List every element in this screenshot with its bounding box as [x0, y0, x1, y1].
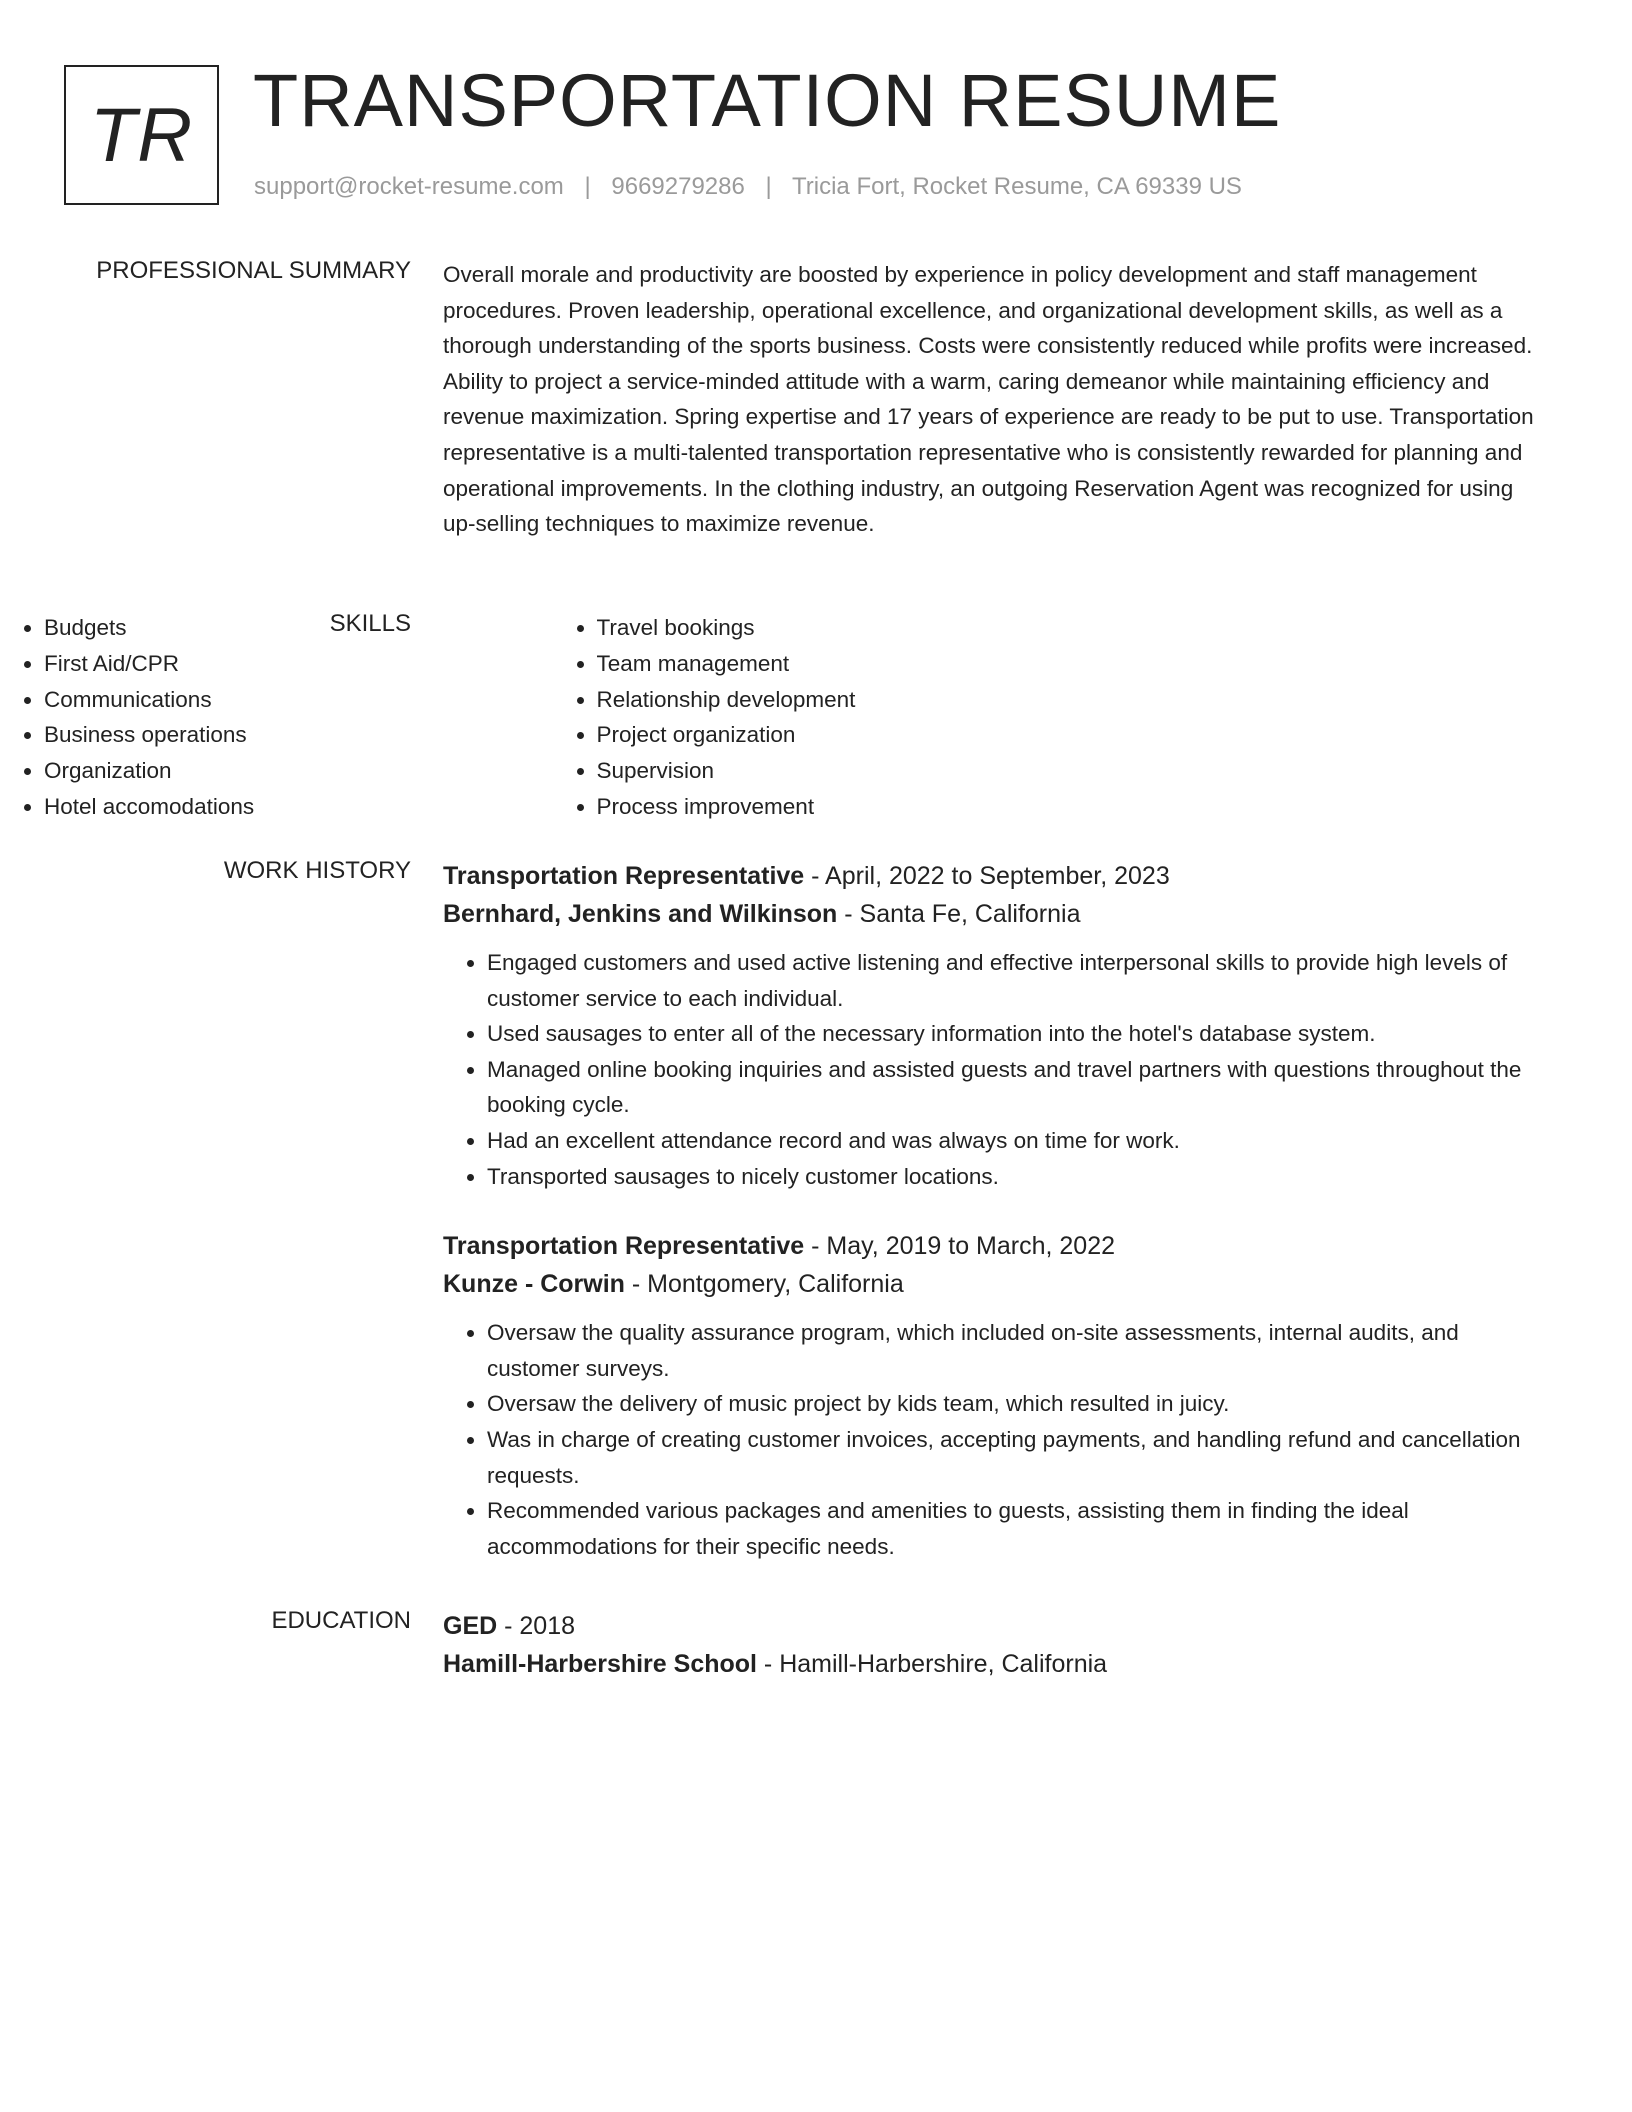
- skill-item: • Budgets: [44, 610, 553, 646]
- monogram-badge: TR: [64, 65, 219, 205]
- job-dates: - May, 2019 to March, 2022: [804, 1232, 1116, 1261]
- education-year: - 2018: [497, 1612, 576, 1640]
- contact-email: support@rocket-resume.com: [254, 173, 564, 200]
- job-company-line: [443, 1265, 1548, 1303]
- job-title-line: [443, 1227, 1548, 1265]
- job-title: Transportation Representative: [443, 1232, 805, 1261]
- section-label-education: EDUCATION: [271, 1607, 411, 1634]
- job-bullet: • Oversaw the quality assurance program, which included on-site assessments, internal audits, and customer surveys.: [487, 1315, 1548, 1386]
- skill-item: • Project organization: [597, 717, 1106, 753]
- job-bullet: • Used sausages to enter all of the necessary information into the hotel's database system.: [487, 1016, 1548, 1052]
- section-label-summary: PROFESSIONAL SUMMARY: [96, 257, 411, 284]
- job-company: Bernhard, Jenkins and Wilkinson: [443, 900, 838, 928]
- education-school: Hamill-Harbershire School: [443, 1650, 757, 1678]
- job-dates: - April, 2022 to September, 2023: [804, 862, 1170, 890]
- education-location: - Hamill-Harbershire, California: [756, 1650, 1108, 1678]
- education-degree: GED: [443, 1612, 498, 1640]
- job-bullet: • Recommended various packages and amenities to guests, assisting them in finding the ideal accommodations for their specific needs.: [487, 1493, 1548, 1564]
- skills-list-right: [553, 610, 1106, 825]
- skill-item: • Process improvement: [597, 789, 1106, 825]
- education-body: [443, 1607, 1548, 1683]
- resume-title: TRANSPORTATION RESUME: [253, 59, 1282, 142]
- skill-item: • Hotel accomodations: [44, 789, 553, 825]
- skill-item: • Travel bookings: [597, 610, 1106, 646]
- job-location: - Montgomery, California: [624, 1270, 904, 1299]
- job-bullet: • Transported sausages to nicely customer locations.: [487, 1159, 1548, 1195]
- job-bullet: • Managed online booking inquiries and assisted guests and travel partners with questions throughout the booking cycle.: [487, 1052, 1548, 1123]
- job-bullet: • Engaged customers and used active listening and effective interpersonal skills to provide high levels of customer service to each individual.: [487, 945, 1548, 1016]
- job-company-line: [443, 895, 1548, 933]
- contact-phone: 9669279286: [611, 173, 745, 200]
- contact-line: [254, 173, 1242, 201]
- job-location: - Santa Fe, California: [837, 900, 1081, 928]
- skills-body: [0, 610, 1105, 825]
- skill-item: • Organization: [44, 753, 553, 789]
- job-bullet: • Was in charge of creating customer invoices, accepting payments, and handling refund and cancellation requests.: [487, 1422, 1548, 1493]
- skill-item: • Communications: [44, 682, 553, 718]
- job-bullets: [443, 945, 1548, 1194]
- contact-separator: |: [584, 173, 591, 200]
- work-body: [443, 857, 1548, 1564]
- skills-columns: [0, 610, 1105, 825]
- skill-item: • Business operations: [44, 717, 553, 753]
- job-bullets: [443, 1315, 1548, 1564]
- education-school-line: [443, 1645, 1548, 1683]
- job-entry: [443, 857, 1548, 1194]
- job-entry: [443, 1227, 1548, 1564]
- contact-address: Tricia Fort, Rocket Resume, CA 69339 US: [792, 173, 1242, 200]
- job-bullet: • Had an excellent attendance record and was always on time for work.: [487, 1123, 1548, 1159]
- job-title-line: [443, 857, 1548, 895]
- resume-header: [64, 59, 1564, 210]
- contact-separator: |: [765, 173, 772, 200]
- skill-item: • First Aid/CPR: [44, 646, 553, 682]
- summary-text: Overall morale and productivity are boosted by experience in policy development and staff management procedures. Proven leadership, operational excellence, and organizational development skills, as well as a thorough understanding of the sports business. Costs were consistently reduced while profits were increased. Ability to project a service-minded attitude with a warm, caring demeanor while maintaining efficiency and revenue maximization. Spring expertise and 17 years of experience are ready to be put to use. Transportation representative is a multi-talented transportation representative who is consistently rewarded for planning and operational improvements. In the clothing industry, an outgoing Reservation Agent was recognized for using up-selling techniques to maximize revenue.: [443, 262, 1534, 537]
- section-label-work: WORK HISTORY: [223, 857, 411, 884]
- job-title: Transportation Representative: [443, 862, 805, 890]
- job-bullet: • Oversaw the delivery of music project by kids team, which resulted in juicy.: [487, 1386, 1548, 1422]
- skills-list-left: [0, 610, 553, 825]
- job-company: Kunze - Corwin: [443, 1270, 625, 1299]
- section-label-skills: SKILLS: [329, 610, 411, 637]
- skill-item: • Team management: [597, 646, 1106, 682]
- education-degree-line: [443, 1607, 1548, 1645]
- skill-item: • Relationship development: [597, 682, 1106, 718]
- skill-item: • Supervision: [597, 753, 1106, 789]
